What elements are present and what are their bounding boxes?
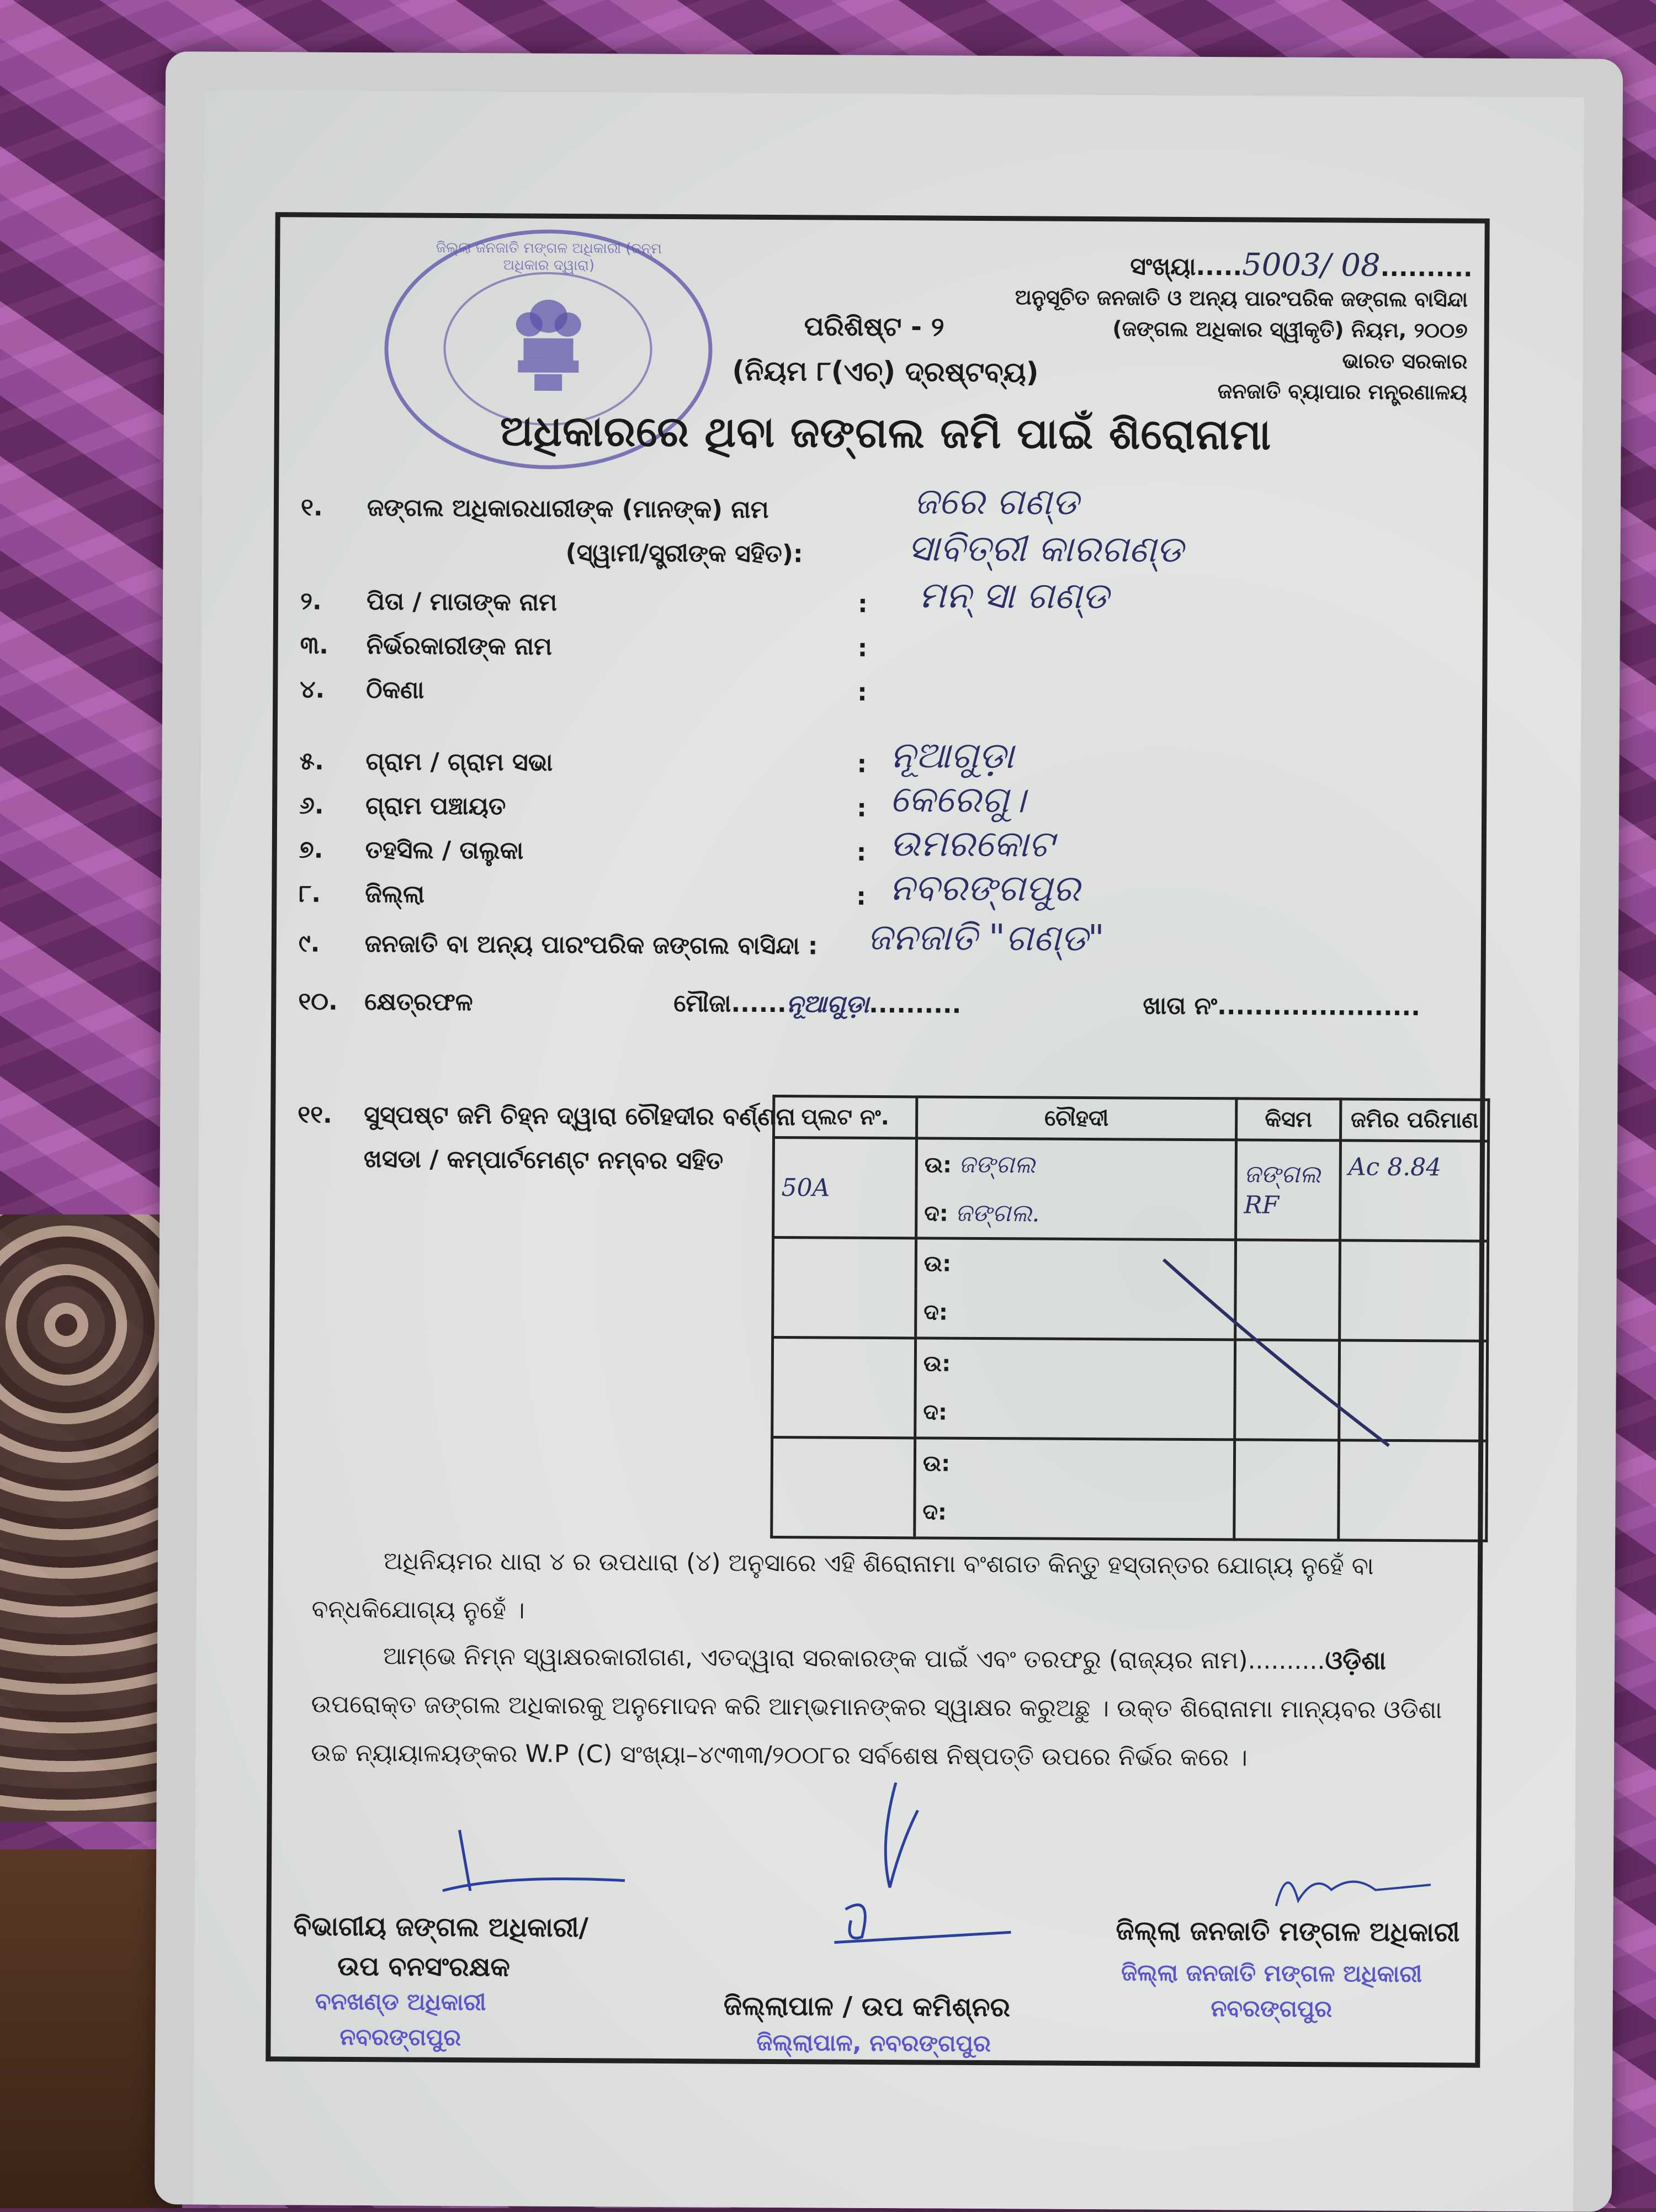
field-colon: : [857,794,867,823]
field-value-parent-name: ମନ୍ ସା ଗଣ୍ଡ [918,574,1109,618]
field-number: ୯. [298,929,320,958]
field-value-tribe: ଜନଜାତି "ଗଣ୍ଡ" [867,915,1105,960]
field-value-panchayat: କେରେଗୁ। [890,778,1026,821]
field-label: ଗ୍ରାମ ପଞ୍ଚାୟତ [365,792,506,821]
boundary-label-line1: ସୁସ୍ପଷ୍ଟ ଜମି ଚିହ୍ନ ଦ୍ୱାରା ଚୌହଦୀର ବର୍ଣ୍ଣନା [364,1101,796,1132]
boundary-label-line2: ଖସଡା / କମ୍ପାର୍ଟମେଣ୍ଟ ନମ୍ବର ସହିତ [363,1145,724,1175]
signatory-left-subtitle: ଉପ ବନସଂରକ୍ଷକ [337,1950,510,1983]
plot-number [772,1338,916,1438]
plot-number: 50A [773,1138,917,1238]
table-header: କିସମ [1236,1099,1341,1141]
field-label: (ସ୍ୱାମୀ/ସ୍ତ୍ରୀଙ୍କ ସହିତ): [565,539,803,569]
mauza-value: ନୂଆଗୁଡ଼ା [786,990,869,1019]
ratification-text-start: ଆମ୍ଭେ ନିମ୍ନ ସ୍ୱାକ୍ଷରକାରୀଗଣ, ଏତଦ୍ୱାରା ସରକାରଙ୍କ ପାଇଁ ଏବଂ ତରଫରୁ (ରାଜ୍ୟର ନାମ) [383,1642,1248,1675]
field-number: ୫. [299,747,324,776]
serial-label: ସଂଖ୍ୟା [1130,252,1196,281]
field-number: ୬. [299,791,324,820]
field-label: ଠିକଣା [366,676,424,704]
act-line: ଜନଜାତି ବ୍ୟାପାର ମନ୍ତ୍ରଣାଳୟ [1217,379,1468,405]
stamp-line: ନବରଙ୍ଗପୁର [339,2023,461,2051]
signatory-left-stamp [315,1984,486,2056]
north-boundary [916,1138,1236,1190]
act-line: ଅନୁସୂଚିତ ଜନଜାତି ଓ ଅନ୍ୟ ପାରଂପରିକ ଜଙ୍ଗଲ ବାସିନ୍ଦା [1015,285,1468,312]
serial-number: ସଂଖ୍ୟା.....5003/ 08.......... [1130,247,1473,284]
table-header: ପ୍ଲଟ ନଂ. [774,1096,917,1138]
signatory-right-title: ଜିଲ୍ଲା ଜନଜାତି ମଙ୍ଗଳ ଅଧିକାରୀ [1116,1915,1460,1948]
field-value-spouse-name: ସାବିତ୍ରୀ କାରଗଣ୍ଡ [907,527,1183,571]
field-label: ଜନଜାତି ବା ଅନ୍ୟ ପାରଂପରିକ ଜଙ୍ଗଲ ବାସିନ୍ଦା : [364,930,818,961]
field-label: ତହସିଲ / ତାଲୁକା [365,836,524,865]
field-number: ୧୦. [298,987,338,1016]
table-header: ଚୌହଦୀ [917,1097,1236,1140]
state-name: ଓଡ଼ିଶା [1325,1645,1387,1675]
field-colon: : [856,882,867,911]
act-reference [1015,282,1468,407]
north-prefix: ଉ: [922,1451,951,1477]
south-boundary [915,1488,1234,1540]
south-prefix: ଦ: [923,1399,948,1425]
field-value-tehsil: ଉମରକୋଟ [889,822,1054,866]
north-value: ଜଙ୍ଗଲ [958,1150,1036,1179]
mauza-field: ମୌଜା......ନୂଆଗୁଡ଼ା.......... [673,989,962,1019]
field-label: ପିତା / ମାତାଙ୍କ ନାମ [366,587,558,617]
clause-paragraph: ଅଧିନିୟମର ଧାରା ୪ ର ଉପଧାରା (୪) ଅନୁସାରେ ଏହି ଶିରୋନାମା ବଂଶଗତ କିନ୍ତୁ ହସ୍ତାନ୍ତର ଯୋଗ୍ୟ ନୁହେଁ ବା ବନ୍ଧକିଯୋଗ୍ୟ ନୁହେଁ । [311,1547,1374,1625]
field-colon: : [856,838,867,867]
signature-right [1265,1851,1442,1918]
annexure-label: ପରିଶିଷ୍ଟ - ୨ [804,311,944,343]
khata-label: ଖାତା ନଂ [1143,991,1218,1021]
field-label: ଗ୍ରାମ / ଗ୍ରାମ ସଭା [365,747,553,777]
field-label: ନିର୍ଭରକାରୀଙ୍କ ନାମ [366,632,553,661]
plot-number [772,1437,915,1538]
field-colon: : [857,750,867,778]
mauza-label: ମୌଜା [673,989,731,1018]
field-value-district: ନବରଙ୍ଗପୁର [889,866,1080,910]
land-area [1339,1440,1487,1541]
signatory-left [293,1906,588,1987]
north-prefix: ଉ: [924,1152,952,1178]
land-area: Ac 8.84 [1340,1141,1489,1241]
field-number: ୮. [299,879,321,908]
south-boundary [916,1188,1236,1240]
field-value-village: ନୂଆଗୁଡ଼ା [890,734,1014,777]
act-line: ଭାରତ ସରକାର [1342,348,1468,374]
rule-reference: (ନିୟମ ୮(ଏଚ୍) ଦ୍ରଷ୍ଟବ୍ୟ) [732,354,1039,389]
field-colon: : [857,634,868,662]
plot-number [773,1238,916,1338]
north-prefix: ଉ: [923,1351,951,1377]
field-colon: : [857,590,868,618]
signature-center [812,1776,1023,1960]
stamp-line: ବନଖଣ୍ଡ ଅଧିକାରୀ [315,1987,486,2016]
signatory-right-stamp [1121,1955,1423,2027]
field-number: ୪. [300,675,325,704]
field-label: ଜଙ୍ଗଲ ଅଧିକାରଧାରୀଙ୍କ (ମାନଙ୍କ) ନାମ [367,494,769,524]
field-label: ଜିଲ୍ଲା [365,880,425,909]
strike-through-line [1157,1254,1412,1454]
area-label: କ୍ଷେତ୍ରଫଳ [364,988,473,1017]
emblem-icon [501,294,596,399]
land-kind: ଜଙ୍ଗଲ RF [1236,1140,1341,1240]
field-number: ୭. [299,835,323,864]
certificate-frame [266,212,1490,2067]
signature-left [437,1824,636,1919]
ratification-text-rest: ଉପରୋକ୍ତ ଜଙ୍ଗଲ ଅଧିକାରକୁ ଅନୁମୋଦନ କରି ଆମ୍ଭମାନଙ୍କର ସ୍ୱାକ୍ଷର କରୁଅଛୁ । ଉକ୍ତ ଶିରୋନାମା ମାନ୍ୟବର ଓଡିଶା ଉଚ୍ଚ ନ୍ୟାୟାଳୟଙ୍କର W.P (C) ସଂଖ୍ୟା–୪୯୩୩/୨୦୦୮ର ସର୍ବଶେଷ ନିଷ୍ପତ୍ତି ଉପରେ ନିର୍ଭର କରେ । [311,1690,1442,1772]
field-number: ୨. [300,587,322,616]
field-value-holder-name: ଜରେ ଗଣ୍ଡ [913,480,1079,523]
signatory-center-stamp: ଜିଲ୍ଲାପାଳ, ନବରଙ୍ଗପୁର [756,2028,991,2057]
table-row [773,1138,1488,1191]
table-header-row [774,1096,1489,1142]
south-prefix: ଦ: [922,1499,947,1525]
stamp-line: ଜିଲ୍ଲା ଜନଜାତି ମଙ୍ଗଳ ଅଧିକାରୀ [1121,1959,1423,1988]
serial-value: 5003/ 08 [1241,247,1381,284]
field-number: ୩. [300,631,329,660]
khata-field: ଖାତା ନଂ...................... [1143,991,1421,1022]
seal-text: ଜିଲ୍ଲା ଜନଜାତି ମଙ୍ଗଳ ଅଧିକାରୀ (ଜନ୍ମ ଅଧିକାର ଦ୍ୱାରା) [436,239,662,274]
field-number: ୧. [300,493,323,522]
ratification-paragraph: ଆମ୍ଭେ ନିମ୍ନ ସ୍ୱାକ୍ଷରକାରୀଗଣ, ଏତଦ୍ୱାରା ସରକାରଙ୍କ ପାଇଁ ଏବଂ ତରଫରୁ (ରାଜ୍ୟର ନାମ)..........ଓଡ଼ିଶା ଉପରୋକ୍ତ ଜଙ୍ଗଲ ଅଧିକାରକୁ ଅନୁମୋଦନ କରି ଆମ୍ଭମାନଙ୍କର ସ୍ୱାକ୍ଷର କରୁଅଛୁ । ଉକ୍ତ ଶିରୋନାମା ମାନ୍ୟବର ଓଡିଶା ଉଚ୍ଚ ନ୍ୟାୟାଳୟଙ୍କର W.P (C) ସଂଖ୍ୟା–୪୯୩୩/୨୦୦୮ର ସର୍ବଶେଷ ନିଷ୍ପତ୍ତି ଉପରେ ନିର୍ଭର କରେ । [311,1642,1442,1772]
field-number: ୧୧. [298,1100,332,1129]
signatory-left-title: ବିଭାଗୀୟ ଜଙ୍ଗଲ ଅଧିକାରୀ/ [293,1911,589,1944]
stamp-line: ନବରଙ୍ଗପୁର [1211,1994,1333,2023]
act-line: (ଜଙ୍ଗଲ ଅଧିକାର ସ୍ୱୀକୃତି) ନିୟମ, ୨୦୦୭ [1112,316,1468,343]
south-prefix: ଦ: [923,1299,948,1325]
table-header: ଜମିର ପରିମାଣ [1341,1099,1489,1141]
land-kind [1234,1440,1339,1540]
field-colon: : [857,678,867,707]
south-prefix: ଦ: [924,1200,948,1227]
signatory-center-title: ଜିଲ୍ଲାପାଳ / ଉପ କମିଶ୍ନର [723,1990,1011,2023]
north-prefix: ଉ: [923,1251,952,1277]
south-value: ଜଙ୍ଗଲ. [955,1198,1040,1228]
document-title: ଅଧିକାରରେ ଥିବା ଜଙ୍ଗଲ ଜମି ପାଇଁ ଶିରୋନାମା [500,406,1272,459]
background-shawl [0,1214,182,1822]
